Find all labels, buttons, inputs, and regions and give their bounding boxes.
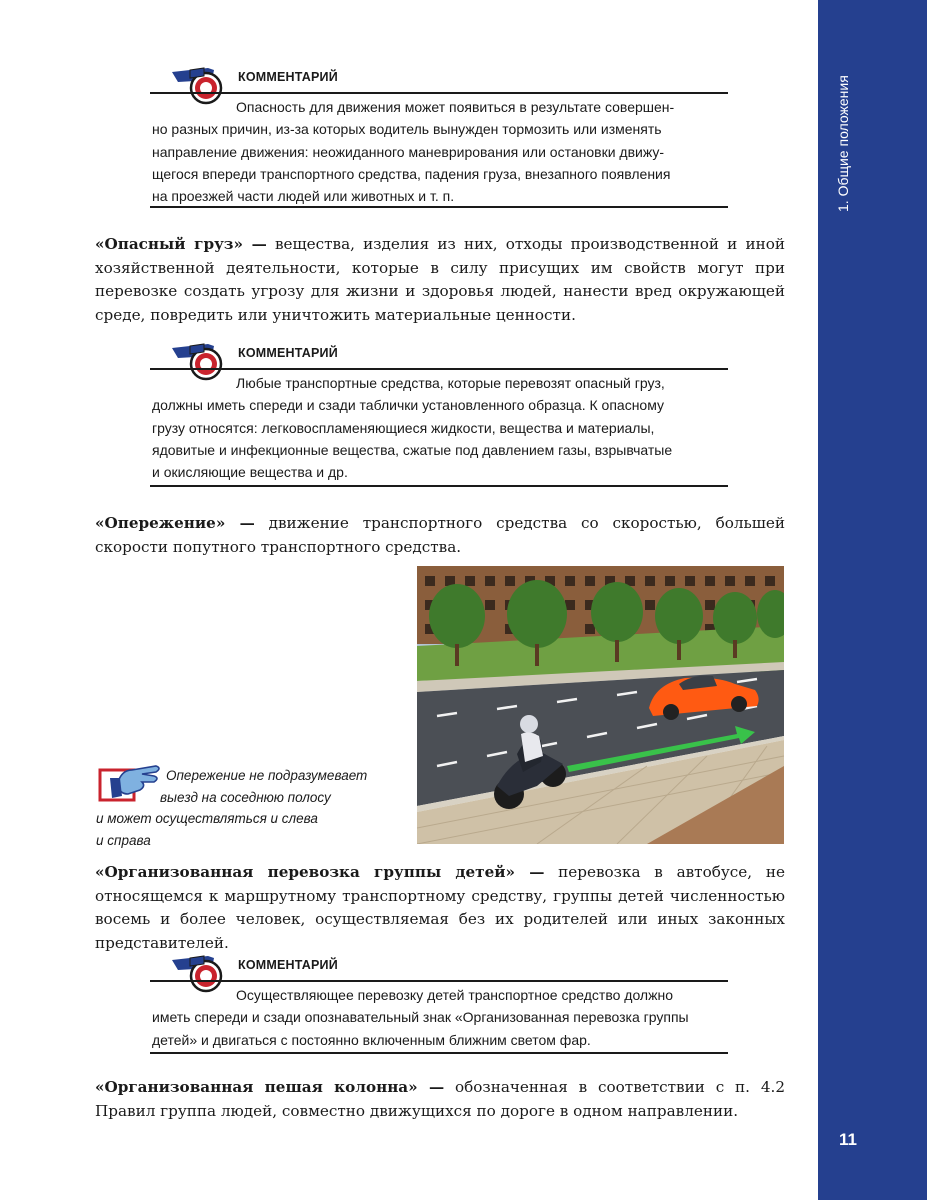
definition-children-transport: «Организованная перевозка группы детей» — перевозка в автобусе, не относящемся к маршрутному транспортному средству, группы детей численностью восемь и более человек, осуществляемая без их родителей или иных законных представителей. [95,863,785,952]
divider [150,368,728,370]
comment-box [150,70,728,210]
overtaking-illustration [417,566,784,844]
divider [150,980,728,982]
divider [150,92,728,94]
definition-overtaking: «Опережение» — движение транспортного средства со скоростью, большей скорости попутного транспортного средства. [95,514,785,556]
divider [150,485,728,487]
comment-heading: КОММЕНТАРИЙ [238,70,338,84]
definition-pedestrian-column: «Организованная пешая колонна» — обозначенная в соответствии с п. 4.2 Правил группа людей, совместно движущихся по дороге в одном направлении. [95,1078,785,1120]
side-note: Опережение не подразумевает выезд на соседнюю полосу и может осуществляться и слева и справа [96,768,368,848]
divider [150,206,728,208]
comment-text: Осуществляющее перевозку детей транспортное средство должно иметь спереди и сзади опознавательный знак «Организованная перевозка группы детей» и двигаться с постоянно включенным ближним светом фар. [152,987,689,1048]
comment-heading: КОММЕНТАРИЙ [238,958,338,972]
comment-text: Любые транспортные средства, которые перевозят опасный груз, должны иметь спереди и сзади таблички установленного образца. К опасному грузу относятся: легковоспламеняющиеся жидкости, вещества и материалы, ядовитые и инфекционные вещества, сжатые под давлением газы, взрывчатые и окисляющие вещества и др. [152,375,673,481]
comment-box [150,346,728,486]
divider [150,1052,728,1054]
definition-dangerous-cargo: «Опасный груз» — вещества, изделия из них, отходы производственной и иной хозяйственной деятельности, которые в силу присущих им свойств могут при перевозке создать угрозу для жизни и здоровья людей, нанести вред окружающей среде, повредить или уничтожить материальные ценности. [95,235,785,324]
section-title: 1. Общие положения [835,75,851,212]
page-number: 11 [839,1130,857,1149]
comment-text: Опасность для движения может появиться в результате совершен- но разных причин, из-за которых водитель вынужден тормозить или изменять направление движения: неожиданного маневрирования или остановки движу- щегося впереди транспортного средства, падения груза, внезапного появления на проезжей части людей или животных и т. п. [152,99,675,205]
comment-heading: КОММЕНТАРИЙ [238,346,338,360]
comment-box [150,958,728,1058]
